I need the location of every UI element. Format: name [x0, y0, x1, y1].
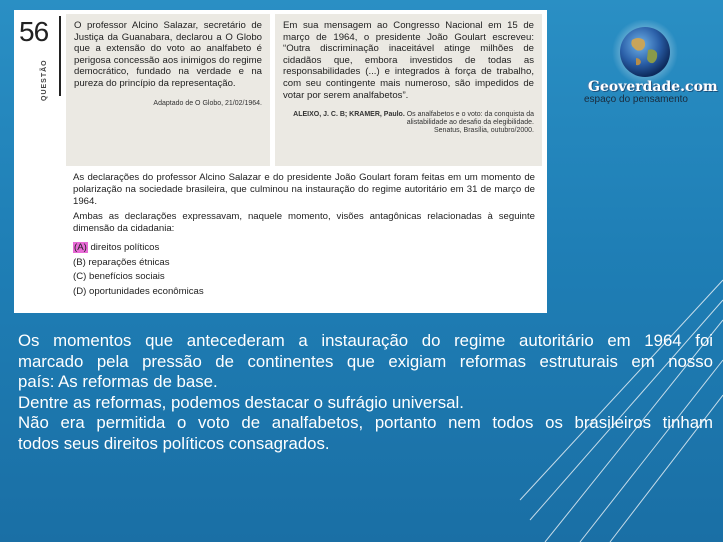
globe-icon	[610, 20, 680, 84]
option-a[interactable]	[73, 241, 373, 256]
question-label: QUESTÃO	[41, 59, 48, 101]
commentary-line-3: país: As reformas de base.	[18, 372, 218, 391]
citation-title: Os analfabetos e o voto: da conquista da alistabilidade ao desafio da elegibilidade.	[406, 111, 534, 127]
commentary-line-1: Os momentos que antecederam a instauração do regime autoritário em 1964 foi	[18, 331, 713, 350]
question-statement	[73, 172, 535, 239]
citation-authors: ALEIXO, J. C. B; KRAMER, Paulo.	[293, 111, 405, 119]
excerpt-right	[275, 14, 542, 166]
citation-source: Senatus, Brasília, outubro/2000.	[433, 127, 534, 135]
commentary-line-6: todos seus direitos políticos consagrados.	[18, 433, 330, 453]
option-a-letter: (A)	[74, 242, 87, 253]
question-number: 56	[19, 16, 49, 47]
option-b-letter: (B)	[73, 256, 86, 268]
excerpt-right-citation	[283, 111, 534, 135]
excerpt-left-citation: Adaptado de O Globo, 21/02/1964.	[153, 99, 262, 107]
commentary-line-2: marcado pela pressão de continentes que exigiam reformas estruturais em nosso	[18, 351, 713, 371]
commentary-line-5: Não era permitida o voto de analfabetos, portanto nem todos os brasileiros tinham	[18, 413, 713, 432]
excerpt-left	[66, 14, 270, 166]
brand-tagline: espaço do pensamento	[584, 94, 688, 105]
option-d[interactable]	[73, 285, 373, 300]
option-d-text: oportunidades econômicas	[89, 285, 204, 297]
commentary-text	[18, 331, 713, 454]
option-c-text: benefícios sociais	[89, 271, 165, 282]
option-b-text: reparações étnicas	[88, 256, 170, 268]
option-a-text: direitos políticos	[90, 242, 160, 253]
option-c[interactable]	[73, 270, 373, 285]
exam-question-card	[14, 10, 547, 313]
brand-name: Geoverdade.com	[588, 79, 718, 95]
option-c-letter: (C)	[73, 271, 87, 282]
excerpt-left-text: O professor Alcino Salazar, secretário de Justiça da Guanabara, declarou a O Globo que a extensão do voto ao analfabeto é perigosa concessão aos inimigos do regime democrático, fundado na verdade e na pureza do princípio da representação.	[74, 20, 262, 89]
question-divider	[59, 16, 61, 96]
answer-options	[73, 241, 373, 299]
excerpt-right-text: Em sua mensagem ao Congresso Nacional em 15 de março de 1964, o presidente João Goulart escreveu: “Outra discriminação inaceitável atinge milhões de cidadãos que, embora investidos de todas as responsabilidades (...) e integrados à força de trabalho, com seu contingente mais numeroso, são impedidos de votar por serem analfabetos”.	[283, 20, 534, 101]
statement-paragraph-2: Ambas as declarações expressavam, naquele momento, visões antagônicas relacionadas à seguinte dimensão da cidadania:	[73, 211, 535, 235]
commentary-line-4: Dentre as reformas, podemos destacar o sufrágio universal.	[18, 392, 464, 412]
option-b[interactable]	[73, 256, 373, 271]
option-d-letter: (D)	[73, 285, 87, 297]
statement-paragraph-1: As declarações do professor Alcino Salazar e do presidente João Goulart foram feitas em um momento de polarização na sociedade brasileira, que culminou na instauração do regime autoritário em 31 de março de 1964.	[73, 172, 535, 207]
